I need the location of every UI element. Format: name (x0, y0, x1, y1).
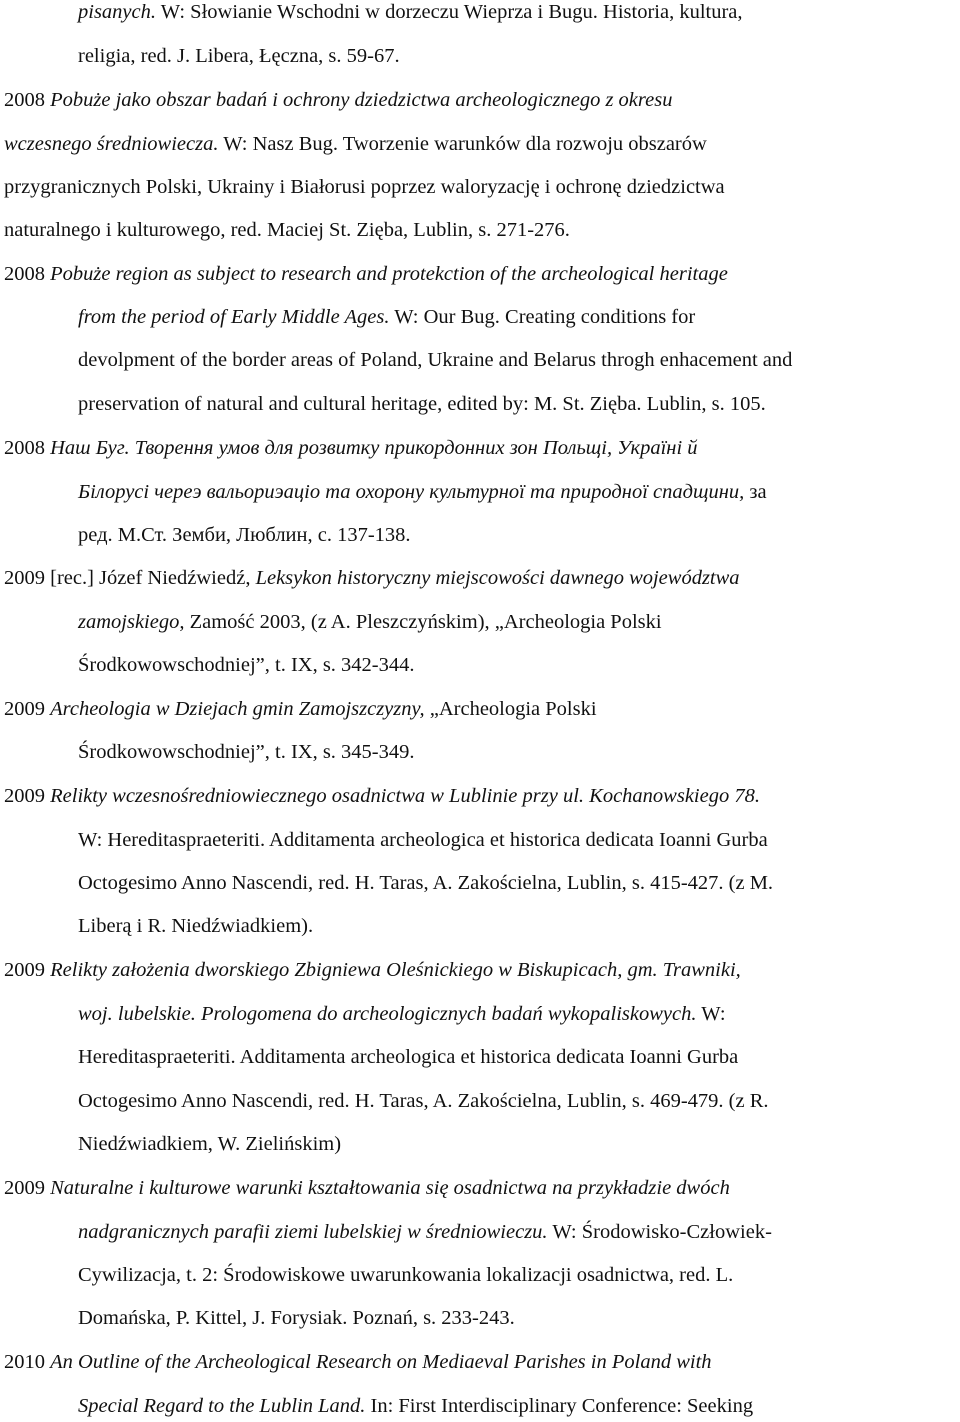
text-segment: religia, red. J. Libera, Łęczna, s. 59-67. (78, 45, 400, 67)
text-segment: W: Our Bug. Creating conditions for (389, 306, 696, 328)
text-segment: 2009 [rec.] Józef Niedźwiedź, (4, 567, 256, 589)
text-segment: 2010 (4, 1351, 51, 1373)
italic-segment: woj. lubelskie. Prologomena do archeologicznych badań wykopaliskowych. (78, 1003, 697, 1025)
text-segment: 2008 (4, 89, 51, 111)
italic-segment: Relikty założenia dworskiego Zbigniewa Oleśnickiego w Biskupicach, gm. Trawniki, (50, 959, 741, 981)
text-segment: Hereditaspraeteriti. Additamenta archeologica et historica dedicata Ioanni Gurba (78, 1046, 739, 1068)
text-segment: W: Nasz Bug. Tworzenie warunków dla rozwoju obszarów (218, 133, 707, 155)
text-segment: 2009 (4, 698, 51, 720)
text-segment: Liberą i R. Niedźwiadkiem). (78, 915, 314, 937)
text-line (78, 1220, 772, 1244)
text-line (78, 740, 415, 764)
text-segment: przygranicznych Polski, Ukrainy i Białorusi poprzez waloryzację i ochronę dziedzictwa (4, 176, 725, 198)
text-segment: W: Słowianie Wschodni w dorzeczu Wieprza i Bugu. Historia, kultura, (156, 1, 743, 23)
text-line (78, 1394, 753, 1418)
text-segment: Środkowowschodniej”, t. IX, s. 342-344. (78, 654, 415, 676)
italic-segment: pisanych. (78, 1, 156, 23)
text-segment: Zamość 2003, (z A. Pleszczyńskim), „Archeologia Polski (184, 611, 662, 633)
text-line (4, 436, 698, 460)
text-line (78, 828, 768, 852)
italic-segment: Pobuże region as subject to research and protekction of the archeological heritage (50, 263, 728, 285)
text-segment: „Archeologia Polski (424, 698, 597, 720)
italic-segment: Naturalne i kulturowe warunki kształtowania się osadnictwa na przykładzie dwóch (50, 1177, 730, 1199)
italic-segment: Наш Буг. Творення умов для розвитку прикордонних зон Польщі, Україні й (50, 437, 698, 459)
text-segment: 2009 (4, 959, 51, 981)
text-line (78, 1002, 726, 1026)
text-line (78, 305, 695, 329)
text-line (4, 175, 725, 199)
text-line (78, 914, 313, 938)
text-line (4, 218, 570, 242)
text-segment: devolpment of the border areas of Poland, Ukraine and Belarus throgh enhacement and (78, 349, 793, 371)
text-segment: Cywilizacja, t. 2: Środowiskowe uwarunkowania lokalizacji osadnictwa, red. L. (78, 1264, 734, 1286)
text-segment: W: Hereditaspraeteriti. Additamenta archeologica et historica dedicata Ioanni Gurba (78, 829, 768, 851)
text-line (78, 480, 767, 504)
text-line (78, 653, 415, 677)
text-segment: ред. М.Ст. Земби, Люблин, с. 137-138. (78, 524, 411, 546)
text-line (78, 1306, 515, 1330)
text-line (4, 697, 597, 721)
text-segment: Niedźwiadkiem, W. Zielińskim) (78, 1133, 342, 1155)
text-line (78, 610, 662, 634)
text-segment: 2009 (4, 785, 51, 807)
text-segment: 2008 (4, 437, 51, 459)
text-segment: Octogesimo Anno Nascendi, red. H. Taras, A. Zakościelna, Lublin, s. 469-479. (z R. (78, 1090, 769, 1112)
italic-segment: from the period of Early Middle Ages. (78, 306, 390, 328)
text-line (78, 1089, 769, 1113)
text-line (78, 44, 400, 68)
text-segment: preservation of natural and cultural heritage, edited by: M. St. Zięba. Lublin, s. 105. (78, 393, 766, 415)
text-line (78, 523, 411, 547)
text-line (78, 348, 792, 372)
text-segment: W: Środowisko-Człowiek- (547, 1221, 772, 1243)
text-line (78, 0, 743, 24)
text-line (78, 1132, 341, 1156)
italic-segment: Leksykon historyczny miejscowości dawnego województwa (255, 567, 740, 589)
italic-segment: An Outline of the Archeological Research on Mediaeval Parishes in Poland with (50, 1351, 712, 1373)
text-segment: 2009 (4, 1177, 51, 1199)
text-segment: In: First Interdisciplinary Conference: Seeking (365, 1395, 754, 1417)
text-segment: W: (696, 1003, 726, 1025)
italic-segment: zamojskiego, (78, 611, 185, 633)
italic-segment: Relikty wczesnośredniowiecznego osadnictwa w Lublinie przy ul. Kochanowskiego 78. (50, 785, 760, 807)
italic-segment: wczesnego średniowiecza. (4, 133, 219, 155)
italic-segment: Pobuże jako obszar badań i ochrony dziedzictwa archeologicznego z okresu (50, 89, 673, 111)
text-segment: Octogesimo Anno Nascendi, red. H. Taras, A. Zakościelna, Lublin, s. 415-427. (z M. (78, 872, 774, 894)
text-line (4, 958, 741, 982)
text-segment: naturalnego i kulturowego, red. Maciej St. Zięba, Lublin, s. 271-276. (4, 219, 570, 241)
text-line (78, 871, 773, 895)
italic-segment: Archeologia w Dziejach gmin Zamojszczyzny, (50, 698, 425, 720)
italic-segment: Білорусі череэ вальориэаціо та охорону культурноï та природноï спадщини, (78, 481, 745, 503)
text-line (4, 784, 760, 808)
italic-segment: Special Regard to the Lublin Land. (78, 1395, 366, 1417)
text-line (4, 1350, 712, 1374)
text-line (78, 392, 766, 416)
italic-segment: nadgranicznych parafii ziemi lubelskiej w średniowieczu. (78, 1221, 548, 1243)
text-line (4, 1176, 730, 1200)
text-line (78, 1263, 733, 1287)
text-segment: Środkowowschodniej”, t. IX, s. 345-349. (78, 741, 415, 763)
text-line (4, 88, 672, 112)
text-segment: Domańska, P. Kittel, J. Forysiak. Poznań, s. 233-243. (78, 1307, 515, 1329)
text-segment: 2008 (4, 263, 51, 285)
text-line (4, 132, 707, 156)
text-line (4, 566, 740, 590)
text-line (4, 262, 728, 286)
text-segment: за (744, 481, 767, 503)
text-line (78, 1045, 738, 1069)
